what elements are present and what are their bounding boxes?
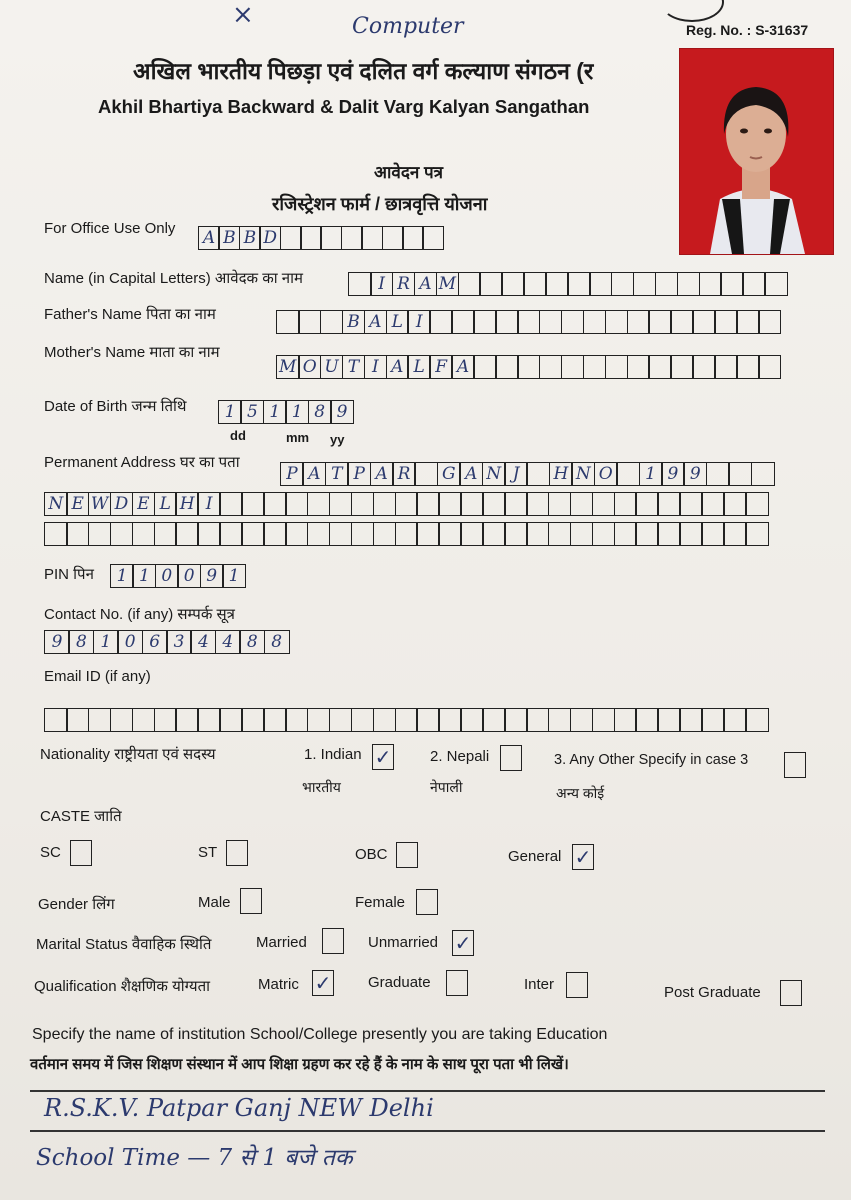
org-name-hindi: अखिल भारतीय पिछड़ा एवं दलित वर्ग कल्याण संगठन (र (133, 58, 594, 84)
office-box[interactable] (280, 226, 302, 250)
name-box[interactable] (655, 272, 679, 296)
father-name-boxes[interactable] (276, 310, 781, 336)
name-label: Name (in Capital Letters) आवेदक का नाम (44, 270, 303, 287)
dob-box[interactable]: 1 (218, 400, 242, 424)
addr1-box[interactable]: N (571, 462, 595, 486)
addr2-box[interactable] (351, 492, 375, 516)
addr3-box[interactable] (197, 522, 221, 546)
father-box[interactable] (605, 310, 629, 334)
addr2-box[interactable] (657, 492, 681, 516)
addr2-box[interactable] (373, 492, 397, 516)
addr3-box[interactable] (88, 522, 112, 546)
pin-label: PIN पिन (44, 566, 94, 583)
marital-unmarried-label: Unmarried (368, 934, 439, 951)
pin-box[interactable]: 0 (155, 564, 179, 588)
dob-box[interactable]: 8 (308, 400, 332, 424)
addr2-box[interactable] (307, 492, 331, 516)
email-box[interactable] (373, 708, 397, 732)
email-box[interactable] (132, 708, 156, 732)
office-use-boxes (198, 226, 444, 252)
contact-box[interactable]: 4 (190, 630, 216, 654)
addr2-box[interactable] (482, 492, 506, 516)
contact-box[interactable]: 8 (68, 630, 94, 654)
addr1-box[interactable]: R (392, 462, 416, 486)
name-box[interactable] (742, 272, 766, 296)
contact-box[interactable]: 4 (215, 630, 241, 654)
caste-st-checkbox[interactable] (226, 840, 248, 866)
mother-box[interactable]: A (386, 355, 410, 379)
addr2-box[interactable] (219, 492, 243, 516)
father-box[interactable] (736, 310, 760, 334)
pin-box[interactable]: 1 (132, 564, 156, 588)
caste-general-checkbox[interactable]: ✓ (572, 844, 594, 870)
name-box[interactable]: M (436, 272, 460, 296)
addr3-box[interactable] (570, 522, 594, 546)
contact-box[interactable]: 0 (117, 630, 143, 654)
email-box[interactable] (88, 708, 112, 732)
father-box[interactable] (758, 310, 782, 334)
addr3-box[interactable] (679, 522, 703, 546)
addr2-box[interactable] (329, 492, 353, 516)
name-box[interactable] (567, 272, 591, 296)
caste-st-label: ST (198, 844, 218, 861)
addr2-box[interactable]: E (132, 492, 156, 516)
dob-boxes[interactable] (218, 400, 354, 426)
mother-box[interactable] (539, 355, 563, 379)
addr1-box[interactable] (414, 462, 438, 486)
mother-box[interactable] (648, 355, 672, 379)
nationality-label: Nationality राष्ट्रीयता एवं सदस्य (40, 746, 216, 763)
name-box[interactable] (611, 272, 635, 296)
mother-box[interactable]: F (429, 355, 453, 379)
applicant-photo (679, 48, 834, 255)
office-box[interactable]: B (239, 226, 261, 250)
nationality-indian-hindi: भारतीय (302, 779, 341, 795)
top-handwritten-note: Computer (352, 14, 464, 39)
dob-yy-label: yy (330, 432, 345, 447)
addr3-box[interactable] (635, 522, 659, 546)
mother-box[interactable] (692, 355, 716, 379)
mother-box[interactable]: A (451, 355, 475, 379)
contact-box[interactable]: 1 (93, 630, 119, 654)
father-box[interactable] (714, 310, 738, 334)
office-box[interactable] (361, 226, 383, 250)
nationality-nepali-label: 2. Nepali (430, 748, 490, 765)
email-box[interactable] (723, 708, 747, 732)
email-box[interactable] (548, 708, 572, 732)
dob-box[interactable]: 1 (263, 400, 287, 424)
email-box[interactable] (154, 708, 178, 732)
email-box[interactable] (635, 708, 659, 732)
email-box[interactable] (307, 708, 331, 732)
mother-box[interactable] (605, 355, 629, 379)
nationality-nepali-hindi: नेपाली (430, 779, 463, 795)
father-box[interactable] (276, 310, 300, 334)
addr2-box[interactable] (263, 492, 287, 516)
addr2-box[interactable] (526, 492, 550, 516)
name-box[interactable] (501, 272, 525, 296)
office-use-label: For Office Use Only (44, 220, 176, 237)
father-box[interactable] (627, 310, 651, 334)
email-box[interactable] (482, 708, 506, 732)
email-box[interactable] (701, 708, 725, 732)
father-box[interactable] (539, 310, 563, 334)
org-name-english: Akhil Bhartiya Backward & Dalit Varg Kalyan Sangathan (98, 96, 590, 117)
email-box[interactable] (526, 708, 550, 732)
addr3-box[interactable] (657, 522, 681, 546)
qualification-graduate-checkbox[interactable] (446, 970, 468, 996)
father-box[interactable] (429, 310, 453, 334)
addr3-box[interactable] (241, 522, 265, 546)
stamp-outline (660, 0, 724, 22)
email-box[interactable] (351, 708, 375, 732)
office-box[interactable] (320, 226, 342, 250)
qualification-graduate-label: Graduate (368, 974, 431, 991)
addr1-box[interactable]: N (482, 462, 506, 486)
addr2-box[interactable] (592, 492, 616, 516)
nationality-other-checkbox[interactable] (784, 752, 806, 778)
father-box[interactable] (320, 310, 344, 334)
mother-box[interactable] (583, 355, 607, 379)
addr2-box[interactable]: D (110, 492, 134, 516)
caste-obc-checkbox[interactable] (396, 842, 418, 868)
email-box[interactable] (570, 708, 594, 732)
name-box[interactable] (677, 272, 701, 296)
form-subtitle: रजिस्ट्रेशन फार्म / छात्रवृत्ति योजना (272, 194, 488, 214)
office-box[interactable] (382, 226, 404, 250)
father-box[interactable]: A (364, 310, 388, 334)
marital-unmarried-checkbox[interactable]: ✓ (452, 930, 474, 956)
pin-box[interactable]: 1 (110, 564, 134, 588)
gender-female-label: Female (355, 894, 406, 911)
office-box[interactable] (402, 226, 424, 250)
email-box[interactable] (416, 708, 440, 732)
institution-handwritten-1[interactable]: R.S.K.V. Patpar Ganj NEW Delhi (44, 1094, 434, 1122)
qualification-pg-label: Post Graduate (664, 984, 761, 1001)
addr1-box[interactable]: P (347, 462, 371, 486)
dob-label: Date of Birth जन्म तिथि (44, 398, 187, 415)
addr3-box[interactable] (482, 522, 506, 546)
father-box[interactable]: B (342, 310, 366, 334)
contact-box[interactable]: 9 (44, 630, 70, 654)
addr1-box[interactable]: T (325, 462, 349, 486)
mother-box[interactable] (561, 355, 585, 379)
mother-name-boxes[interactable] (276, 355, 781, 381)
addr1-box[interactable] (751, 462, 775, 486)
institution-line-1 (30, 1090, 825, 1092)
mother-box[interactable] (758, 355, 782, 379)
addr2-box[interactable] (614, 492, 638, 516)
father-box[interactable]: I (407, 310, 431, 334)
email-box[interactable] (110, 708, 134, 732)
addr1-box[interactable]: P (280, 462, 304, 486)
addr3-box[interactable] (395, 522, 419, 546)
pin-box[interactable]: 9 (200, 564, 224, 588)
mother-box[interactable]: O (298, 355, 322, 379)
institution-label-en: Specify the name of institution School/College presently you are taking Education (32, 1026, 608, 1043)
addr2-box[interactable]: I (197, 492, 221, 516)
email-box[interactable] (395, 708, 419, 732)
nationality-other-label: 3. Any Other Specify in case 3 (554, 752, 749, 768)
mother-box[interactable] (627, 355, 651, 379)
father-name-label: Father's Name पिता का नाम (44, 306, 216, 323)
office-box[interactable]: D (259, 226, 281, 250)
name-box[interactable] (348, 272, 372, 296)
institution-line-2 (30, 1130, 825, 1132)
addr2-box[interactable] (570, 492, 594, 516)
addr1-box[interactable]: G (437, 462, 461, 486)
email-label: Email ID (if any) (44, 668, 151, 685)
caste-general-label: General (508, 848, 562, 865)
father-box[interactable] (648, 310, 672, 334)
addr1-box[interactable]: J (504, 462, 528, 486)
contact-boxes[interactable] (44, 630, 290, 656)
father-box[interactable] (692, 310, 716, 334)
email-box[interactable] (438, 708, 462, 732)
caste-sc-checkbox[interactable] (70, 840, 92, 866)
mother-box[interactable]: L (407, 355, 431, 379)
father-box[interactable] (495, 310, 519, 334)
addr3-box[interactable] (614, 522, 638, 546)
father-box[interactable] (583, 310, 607, 334)
email-box[interactable] (504, 708, 528, 732)
addr3-box[interactable] (416, 522, 440, 546)
addr3-box[interactable] (307, 522, 331, 546)
dob-box[interactable]: 9 (330, 400, 354, 424)
name-box[interactable] (633, 272, 657, 296)
email-box[interactable] (66, 708, 90, 732)
email-box[interactable] (329, 708, 353, 732)
addr2-box[interactable] (548, 492, 572, 516)
addr3-box[interactable] (548, 522, 572, 546)
addr2-box[interactable] (285, 492, 309, 516)
addr3-box[interactable] (745, 522, 769, 546)
addr2-box[interactable]: L (154, 492, 178, 516)
mother-box[interactable]: M (276, 355, 300, 379)
addr3-box[interactable] (44, 522, 68, 546)
addr1-box[interactable]: A (302, 462, 326, 486)
addr1-box[interactable]: A (370, 462, 394, 486)
addr3-box[interactable] (132, 522, 156, 546)
name-box[interactable] (764, 272, 788, 296)
addr2-box[interactable] (635, 492, 659, 516)
contact-box[interactable]: 6 (142, 630, 168, 654)
father-box[interactable] (517, 310, 541, 334)
addr3-box[interactable] (723, 522, 747, 546)
addr3-box[interactable] (219, 522, 243, 546)
marital-label: Marital Status वैवाहिक स्थिति (36, 936, 212, 953)
addr2-box[interactable] (438, 492, 462, 516)
email-box[interactable] (197, 708, 221, 732)
address-label: Permanent Address घर का पता (44, 454, 240, 471)
institution-label-hi: वर्तमान समय में जिस शिक्षण संस्थान में आप शिक्षा ग्रहण कर रहे हैं के नाम के साथ पूरा पता भी लिखें। (30, 1056, 569, 1073)
name-box[interactable]: A (414, 272, 438, 296)
addr3-box[interactable] (263, 522, 287, 546)
qualification-inter-checkbox[interactable] (566, 972, 588, 998)
addr3-box[interactable] (504, 522, 528, 546)
pin-boxes[interactable] (110, 564, 246, 590)
email-box[interactable] (460, 708, 484, 732)
addr2-box[interactable] (745, 492, 769, 516)
addr2-box[interactable]: E (66, 492, 90, 516)
addr3-box[interactable] (526, 522, 550, 546)
address-row-3[interactable] (44, 522, 769, 548)
addr2-box[interactable] (701, 492, 725, 516)
addr3-box[interactable] (701, 522, 725, 546)
nationality-indian-label: 1. Indian (304, 746, 362, 763)
father-box[interactable] (451, 310, 475, 334)
mother-box[interactable] (473, 355, 497, 379)
dob-box[interactable]: 5 (240, 400, 264, 424)
mother-name-label: Mother's Name माता का नाम (44, 344, 220, 361)
email-box[interactable] (263, 708, 287, 732)
father-box[interactable] (670, 310, 694, 334)
name-box[interactable] (545, 272, 569, 296)
gender-male-checkbox[interactable] (240, 888, 262, 914)
addr2-box[interactable]: W (88, 492, 112, 516)
office-box[interactable]: A (198, 226, 220, 250)
caste-sc-label: SC (40, 844, 61, 861)
gender-male-label: Male (198, 894, 231, 911)
father-box[interactable]: L (386, 310, 410, 334)
addr3-box[interactable] (175, 522, 199, 546)
email-box[interactable] (285, 708, 309, 732)
addr2-box[interactable] (395, 492, 419, 516)
mother-box[interactable] (495, 355, 519, 379)
mother-box[interactable] (736, 355, 760, 379)
applicant-portrait (680, 49, 833, 254)
name-box[interactable] (720, 272, 744, 296)
email-box[interactable] (679, 708, 703, 732)
addr3-box[interactable] (373, 522, 397, 546)
nationality-indian-checkbox[interactable]: ✓ (372, 744, 394, 770)
addr2-box[interactable]: H (175, 492, 199, 516)
contact-box[interactable]: 8 (239, 630, 265, 654)
caste-obc-label: OBC (355, 846, 388, 863)
address-row-1[interactable] (280, 462, 775, 488)
father-box[interactable] (561, 310, 585, 334)
email-boxes[interactable] (44, 708, 769, 734)
addr2-box[interactable] (679, 492, 703, 516)
addr2-box[interactable] (504, 492, 528, 516)
addr3-box[interactable] (351, 522, 375, 546)
marital-married-checkbox[interactable] (322, 928, 344, 954)
contact-box[interactable]: 3 (166, 630, 192, 654)
father-box[interactable] (473, 310, 497, 334)
mother-box[interactable] (517, 355, 541, 379)
father-box[interactable] (298, 310, 322, 334)
email-box[interactable] (219, 708, 243, 732)
x-mark: × (232, 0, 254, 30)
addr2-box[interactable] (723, 492, 747, 516)
office-box[interactable] (300, 226, 322, 250)
email-box[interactable] (592, 708, 616, 732)
office-box[interactable] (341, 226, 363, 250)
email-box[interactable] (44, 708, 68, 732)
email-box[interactable] (614, 708, 638, 732)
dob-box[interactable]: 1 (285, 400, 309, 424)
addr3-box[interactable] (110, 522, 134, 546)
name-box[interactable] (458, 272, 482, 296)
qualification-matric-label: Matric (258, 976, 299, 993)
addr3-box[interactable] (329, 522, 353, 546)
mother-box[interactable]: U (320, 355, 344, 379)
mother-box[interactable]: I (364, 355, 388, 379)
name-box[interactable]: I (370, 272, 394, 296)
addr2-box[interactable] (460, 492, 484, 516)
qualification-inter-label: Inter (524, 976, 555, 993)
addr1-box[interactable] (526, 462, 550, 486)
addr1-box[interactable]: H (549, 462, 573, 486)
addr2-box[interactable] (241, 492, 265, 516)
name-box[interactable] (479, 272, 503, 296)
qualification-label: Qualification शैक्षणिक योग्यता (34, 978, 211, 995)
name-box[interactable]: R (392, 272, 416, 296)
mother-box[interactable] (714, 355, 738, 379)
contact-label: Contact No. (if any) सम्पर्क सूत्र (44, 606, 235, 623)
gender-female-checkbox[interactable] (416, 889, 438, 915)
addr3-box[interactable] (592, 522, 616, 546)
form-title: आवेदन पत्र (374, 163, 444, 182)
pin-box[interactable]: 1 (222, 564, 246, 588)
email-box[interactable] (241, 708, 265, 732)
office-box[interactable] (422, 226, 444, 250)
email-box[interactable] (657, 708, 681, 732)
addr1-box[interactable]: 9 (661, 462, 685, 486)
addr1-box[interactable] (706, 462, 730, 486)
gender-label: Gender लिंग (38, 896, 115, 913)
dob-mm-label: mm (286, 430, 310, 445)
pin-box[interactable]: 0 (177, 564, 201, 588)
dob-dd-label: dd (230, 428, 246, 443)
name-box[interactable] (523, 272, 547, 296)
qualification-pg-checkbox[interactable] (780, 980, 802, 1006)
addr3-box[interactable] (438, 522, 462, 546)
address-row-2[interactable] (44, 492, 769, 518)
registration-number: Reg. No. : S-31637 (686, 22, 809, 38)
contact-box[interactable]: 8 (264, 630, 290, 654)
addr1-box[interactable]: 9 (683, 462, 707, 486)
addr1-box[interactable]: A (459, 462, 483, 486)
name-box[interactable] (589, 272, 613, 296)
addr3-box[interactable] (285, 522, 309, 546)
addr2-box[interactable] (416, 492, 440, 516)
email-box[interactable] (745, 708, 769, 732)
addr1-box[interactable] (616, 462, 640, 486)
addr1-box[interactable]: O (594, 462, 618, 486)
email-box[interactable] (175, 708, 199, 732)
office-box[interactable]: B (218, 226, 240, 250)
addr1-box[interactable]: 1 (639, 462, 663, 486)
addr3-box[interactable] (66, 522, 90, 546)
nationality-nepali-checkbox[interactable] (500, 745, 522, 771)
mother-box[interactable] (670, 355, 694, 379)
addr2-box[interactable]: N (44, 492, 68, 516)
marital-married-label: Married (256, 934, 307, 951)
addr3-box[interactable] (154, 522, 178, 546)
institution-handwritten-2[interactable]: School Time — 7 से 1 बजे तक (36, 1145, 353, 1171)
name-boxes[interactable] (348, 272, 788, 298)
mother-box[interactable]: T (342, 355, 366, 379)
addr1-box[interactable] (728, 462, 752, 486)
qualification-matric-checkbox[interactable]: ✓ (312, 970, 334, 996)
addr3-box[interactable] (460, 522, 484, 546)
caste-label: CASTE जाति (40, 808, 122, 825)
name-box[interactable] (699, 272, 723, 296)
nationality-other-hindi: अन्य कोई (556, 785, 605, 801)
